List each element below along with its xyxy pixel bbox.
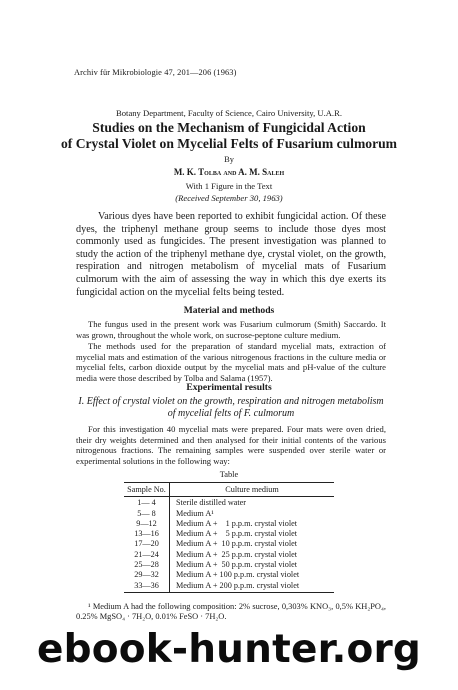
sample-number-cell: 21—24 [124,550,170,560]
table-row [124,581,334,593]
subsection-heading: I. Effect of crystal violet on the growth, respiration and nitrogen metabolism of mycelial felts of F. culmorum [78,396,384,419]
culture-medium-cell: Medium A + 100 p.p.m. crystal violet [176,570,300,580]
culture-medium-cell: Medium A + 10 p.p.m. crystal violet [176,539,298,549]
sample-number-cell: 25—28 [124,560,170,570]
affiliation: Botany Department, Faculty of Science, Cairo University, U.A.R. [116,108,342,118]
materials-heading: Material and methods [183,305,275,316]
results-paragraph: For this investigation 40 mycelial mats were prepared. Four mats were oven dried, their dry weights determined and then analysed for their initial contents of the various nitrogenous fractions. The remaining samples were suspended over sterile water or experimental solutions in the following way: [76,424,386,466]
table-row [124,529,334,539]
culture-medium-cell: Medium A + 200 p.p.m. crystal violet [170,581,335,593]
by-label: By [224,155,234,164]
intro-paragraph: Various dyes have been reported to exhibit fungicidal action. Of these dyes, the triphenyl methane group seems to include those dyes most commonly used as fungicides. The present investigation was planned to study the action of the triphenyl methane dye, crystal violet, on the growth, respiration and nitrogen metabolism of mycelial mats of Fusarium culmorum with the aim of assessing the way in which this dye exerts its fungicidal action on the mycelial felts being tested. [76,211,386,298]
materials-paragraph-1: The fungus used in the present work was Fusarium culmorum (Smith) Saccardo. It was grown, throughout the whole work, on sucrose-peptone culture medium. [76,319,386,340]
culture-medium-cell: Medium A + 5 p.p.m. crystal violet [176,529,298,539]
culture-medium-cell: Sterile distilled water [176,498,247,508]
column-header-culture-medium: Culture medium [170,483,335,497]
materials-paragraph-2: The methods used for the preparation of standard mycelial mats, extraction of mycelial mats and estimation of the various nitrogenous fractions in the culture media or mycelial felts, carbon dioxide output by the mycelial mats and pH-value of the culture media were those described by Tolba and Salama (1957). [76,341,386,383]
title-line-2: of Crystal Violet on Mycelial Felts of Fusarium culmorum [60,136,397,151]
sample-number-cell: 33—36 [124,581,170,593]
paper-title [40,120,418,152]
culture-medium-cell: Medium A + 25 p.p.m. crystal violet [176,549,298,559]
figure-note: With 1 Figure in the Text [185,181,273,191]
sample-number-cell: 9—12 [124,519,170,529]
column-header-sample-no: Sample No. [124,483,170,497]
table-row [124,497,334,509]
table-title: Table [219,470,239,479]
sample-number-cell: 29—32 [124,570,170,580]
table-row [124,560,334,570]
table-row [124,519,334,529]
table-row [124,539,334,549]
culture-medium-table [124,482,334,593]
table-row [124,550,334,560]
sample-number-cell: 5— 8 [124,509,170,519]
culture-medium-cell: Medium A + 50 p.p.m. crystal violet [176,560,298,570]
sample-number-cell: 1— 4 [124,497,170,509]
watermark: ebook-hunter.org [36,627,422,672]
title-line-1: Studies on the Mechanism of Fungicidal Action [92,120,366,135]
table-row [124,509,334,519]
culture-medium-cell: Medium A + 1 p.p.m. crystal violet [176,518,298,528]
sample-number-cell: 13—16 [124,529,170,539]
culture-medium-cell: Medium A¹ [176,508,214,518]
authors: M. K. Tolba and A. M. Saleh [173,167,285,177]
footnote: ¹ Medium A had the following composition: 2% sucrose, 0,303% KNO₃, 0,5% KH₂PO₄, 0.25% MgSO₄ · 7H₂O, 0.01% FeSO · 7H₂O. [76,602,386,622]
journal-citation: Archiv für Mikrobiologie 47, 201—206 (1963) [74,68,237,77]
table-row [124,570,334,580]
received-date: (Received September 30, 1963) [175,193,283,203]
sample-number-cell: 17—20 [124,539,170,549]
results-heading: Experimental results [186,382,272,393]
table-header-row [124,483,334,497]
